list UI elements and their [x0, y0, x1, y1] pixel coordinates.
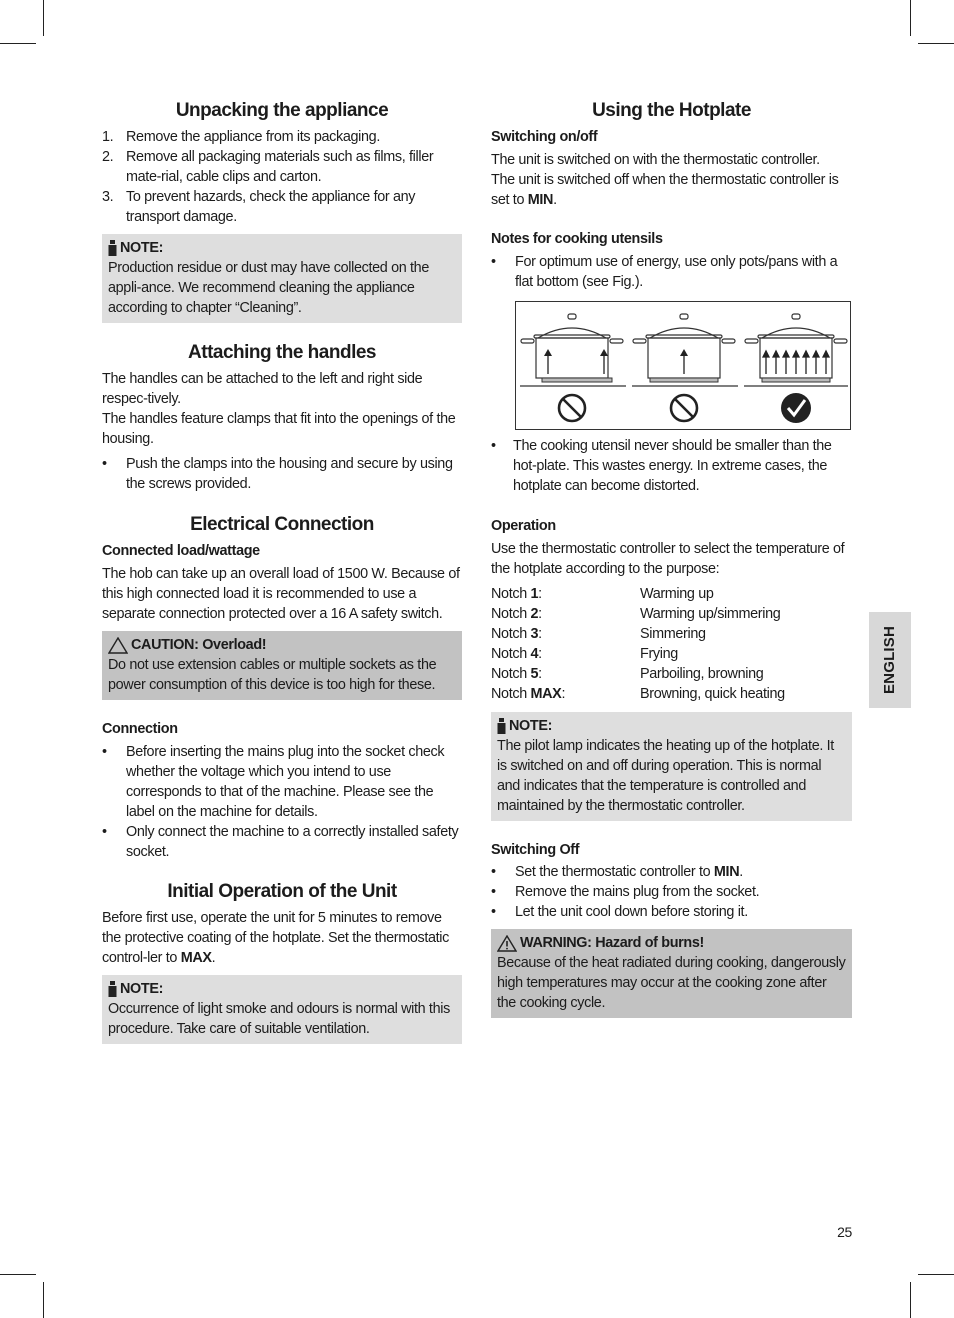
notch-number: MAX [530, 686, 562, 702]
utensils-list-2 [491, 436, 852, 496]
bold-text: MIN [713, 864, 740, 880]
text: : [538, 606, 542, 622]
text: : [561, 686, 566, 702]
notch-row [491, 624, 852, 644]
crop-mark [0, 43, 36, 44]
text: . [553, 192, 557, 208]
text: The unit is switched off when the thermostatic controller is set to [491, 172, 839, 208]
bullet: • [491, 884, 496, 900]
notch-number: 5 [530, 666, 539, 682]
text: Notch [491, 586, 531, 602]
paragraph: The hob can take up an overall load of 1500 W. Because of this high connected load it is recommended to use a separate connection protected over a 16 A safety switch. [102, 566, 460, 622]
step-number: 1. [102, 129, 114, 145]
warning-label: WARNING: Hazard of burns! [520, 935, 704, 951]
notch-desc: Warming up/simmering [640, 606, 781, 622]
info-icon [108, 240, 117, 256]
paragraph: The handles feature clamps that fit into the openings of the housing. [102, 411, 456, 447]
warning-triangle-icon [108, 637, 128, 654]
list-item [102, 454, 462, 494]
text: Notch [491, 666, 531, 682]
notch-number: 3 [530, 626, 539, 642]
pot-uneven-icon [632, 314, 738, 421]
notch-label [491, 624, 640, 644]
page-number: 25 [837, 1224, 852, 1240]
notch-desc: Browning, quick heating [640, 686, 785, 702]
text: . [211, 950, 216, 966]
list-item [491, 862, 852, 882]
text: Notch [491, 606, 531, 622]
list-item [102, 187, 462, 227]
bullet: • [102, 824, 107, 840]
crop-mark [918, 1274, 954, 1275]
initial-title: Initial Operation of the Unit [167, 881, 397, 902]
right-column [491, 98, 852, 1018]
list-item [491, 882, 852, 902]
note-text: Production residue or dust may have collected on the appli-ance. We recommend cleaning the appliance according to chapter “Cleaning”. [108, 260, 429, 316]
text: : [538, 626, 542, 642]
notch-label [491, 664, 640, 684]
notch-number: 4 [530, 646, 539, 662]
text: Notch [491, 686, 531, 702]
crop-mark [43, 1282, 44, 1318]
text: Notch [491, 646, 531, 662]
caution-label: CAUTION: Overload! [131, 637, 267, 653]
bullet-text: The cooking utensil never should be smaller than the hot-plate. This wastes energy. In extreme cases, the hotplate can become distorted. [513, 438, 832, 494]
warning-title [497, 933, 846, 953]
unpacking-steps [102, 127, 462, 227]
notch-row [491, 664, 852, 684]
subheading: Connection [102, 721, 178, 737]
hotplate-title: Using the Hotplate [592, 100, 751, 121]
step-number: 2. [102, 149, 114, 165]
bullet-text: For optimum use of energy, use only pots/pans with a flat bottom (see Fig.). [515, 254, 838, 290]
caution-text: Do not use extension cables or multiple sockets as the power consumption of this device is too high for these. [108, 657, 437, 693]
subheading: Switching on/off [491, 129, 598, 145]
subheading: Switching Off [491, 842, 580, 858]
info-icon [497, 718, 506, 734]
list-item [491, 436, 852, 496]
language-tab [869, 612, 911, 708]
connection-list [102, 742, 462, 862]
step-text: Remove all packaging materials such as films, filler mate-rial, cable clips and carton. [126, 149, 434, 185]
subheading: Operation [491, 518, 556, 534]
bullet-text: Set the thermostatic controller to [515, 864, 714, 880]
note-title [108, 238, 456, 258]
utensils-list [491, 252, 852, 292]
paragraph: Use the thermostatic controller to select the temperature of the hotplate according to the purpose: [491, 541, 845, 577]
note-label: NOTE: [120, 981, 164, 997]
bullet: • [102, 456, 107, 472]
pot-illustration [516, 302, 850, 429]
notch-desc: Parboiling, browning [640, 666, 764, 682]
pot-too-small-icon [520, 314, 626, 421]
crop-mark [918, 43, 954, 44]
note-title [497, 716, 846, 736]
crop-mark [43, 0, 44, 36]
text: Notch [491, 626, 531, 642]
crop-mark [910, 0, 911, 36]
note-box [102, 975, 462, 1044]
text: : [538, 666, 542, 682]
subheading: Notes for cooking utensils [491, 231, 663, 247]
language-label: ENGLISH [881, 625, 898, 695]
handles-list [102, 454, 462, 494]
text: Before first use, operate the unit for 5 minutes to remove the protective coating of the hotplate. Set the thermostatic control-ler to [102, 910, 449, 966]
notch-row [491, 684, 852, 704]
bullet: • [491, 864, 496, 880]
notch-label [491, 684, 640, 704]
handles-title: Attaching the handles [188, 342, 376, 363]
notch-row [491, 644, 852, 664]
warning-triangle-icon [497, 935, 517, 952]
warning-box [491, 929, 852, 1018]
notch-desc: Warming up [640, 586, 714, 602]
list-item [102, 822, 462, 862]
switching-off-list [491, 862, 852, 922]
caution-title [108, 635, 456, 655]
note-box [102, 234, 462, 323]
list-item [102, 127, 462, 147]
bullet-text: Only connect the machine to a correctly installed safety socket. [126, 824, 459, 860]
bullet-text: Push the clamps into the housing and secure by using the screws provided. [126, 456, 453, 492]
pot-figure [515, 301, 851, 430]
paragraph: The handles can be attached to the left and right side respec-tively. [102, 371, 423, 407]
notch-row [491, 604, 852, 624]
paragraph [102, 908, 462, 968]
pot-correct-icon [744, 314, 848, 423]
crop-mark [910, 1282, 911, 1318]
note-title [108, 979, 456, 999]
note-label: NOTE: [120, 240, 164, 256]
note-box [491, 712, 852, 821]
notch-number: 1 [530, 586, 539, 602]
text: : [538, 646, 542, 662]
notch-label [491, 644, 640, 664]
electrical-title: Electrical Connection [190, 514, 374, 535]
notch-desc: Simmering [640, 626, 706, 642]
bullet: • [491, 904, 496, 920]
bullet-text: Remove the mains plug from the socket. [515, 884, 760, 900]
notch-label [491, 604, 640, 624]
bullet-text: Let the unit cool down before storing it. [515, 904, 748, 920]
bullet-text: Before inserting the mains plug into the socket check whether the voltage which you intend to use corresponds to that of the machine. Please see the label on the machine for details. [126, 744, 445, 820]
paragraph: The unit is switched on with the thermostatic controller. [491, 152, 820, 168]
list-item [102, 147, 462, 187]
notch-label [491, 584, 640, 604]
subheading: Connected load/wattage [102, 543, 260, 559]
note-label: NOTE: [509, 718, 553, 734]
step-number: 3. [102, 189, 114, 205]
list-item [491, 902, 852, 922]
note-text: The pilot lamp indicates the heating up of the hotplate. It is switched on and off during operation. This is normal and indicates that the temperature is controlled and maintained by the thermostatic controller. [497, 738, 834, 814]
bullet: • [491, 438, 496, 454]
unpacking-title: Unpacking the appliance [175, 100, 389, 121]
notch-row [491, 584, 852, 604]
step-text: Remove the appliance from its packaging. [126, 129, 380, 145]
note-text: Occurrence of light smoke and odours is normal with this procedure. Take care of suitable ventilation. [108, 1001, 450, 1037]
bullet: • [491, 254, 496, 270]
bold-text: MIN [527, 192, 554, 208]
notch-number: 2 [530, 606, 539, 622]
paragraph [491, 170, 852, 210]
bold-text: MAX [180, 950, 212, 966]
step-text: To prevent hazards, check the appliance for any transport damage. [126, 189, 416, 225]
list-item [102, 742, 462, 822]
crop-mark [0, 1274, 36, 1275]
notch-desc: Frying [640, 646, 678, 662]
info-icon [108, 981, 117, 997]
bullet: • [102, 744, 107, 760]
text: : [538, 586, 542, 602]
left-column [102, 98, 462, 1044]
caution-box [102, 631, 462, 700]
text: . [739, 864, 743, 880]
notch-table [491, 584, 852, 704]
list-item [491, 252, 852, 292]
warning-text: Because of the heat radiated during cooking, dangerously high temperatures may occur at the cooking zone after the cooking cycle. [497, 955, 846, 1011]
